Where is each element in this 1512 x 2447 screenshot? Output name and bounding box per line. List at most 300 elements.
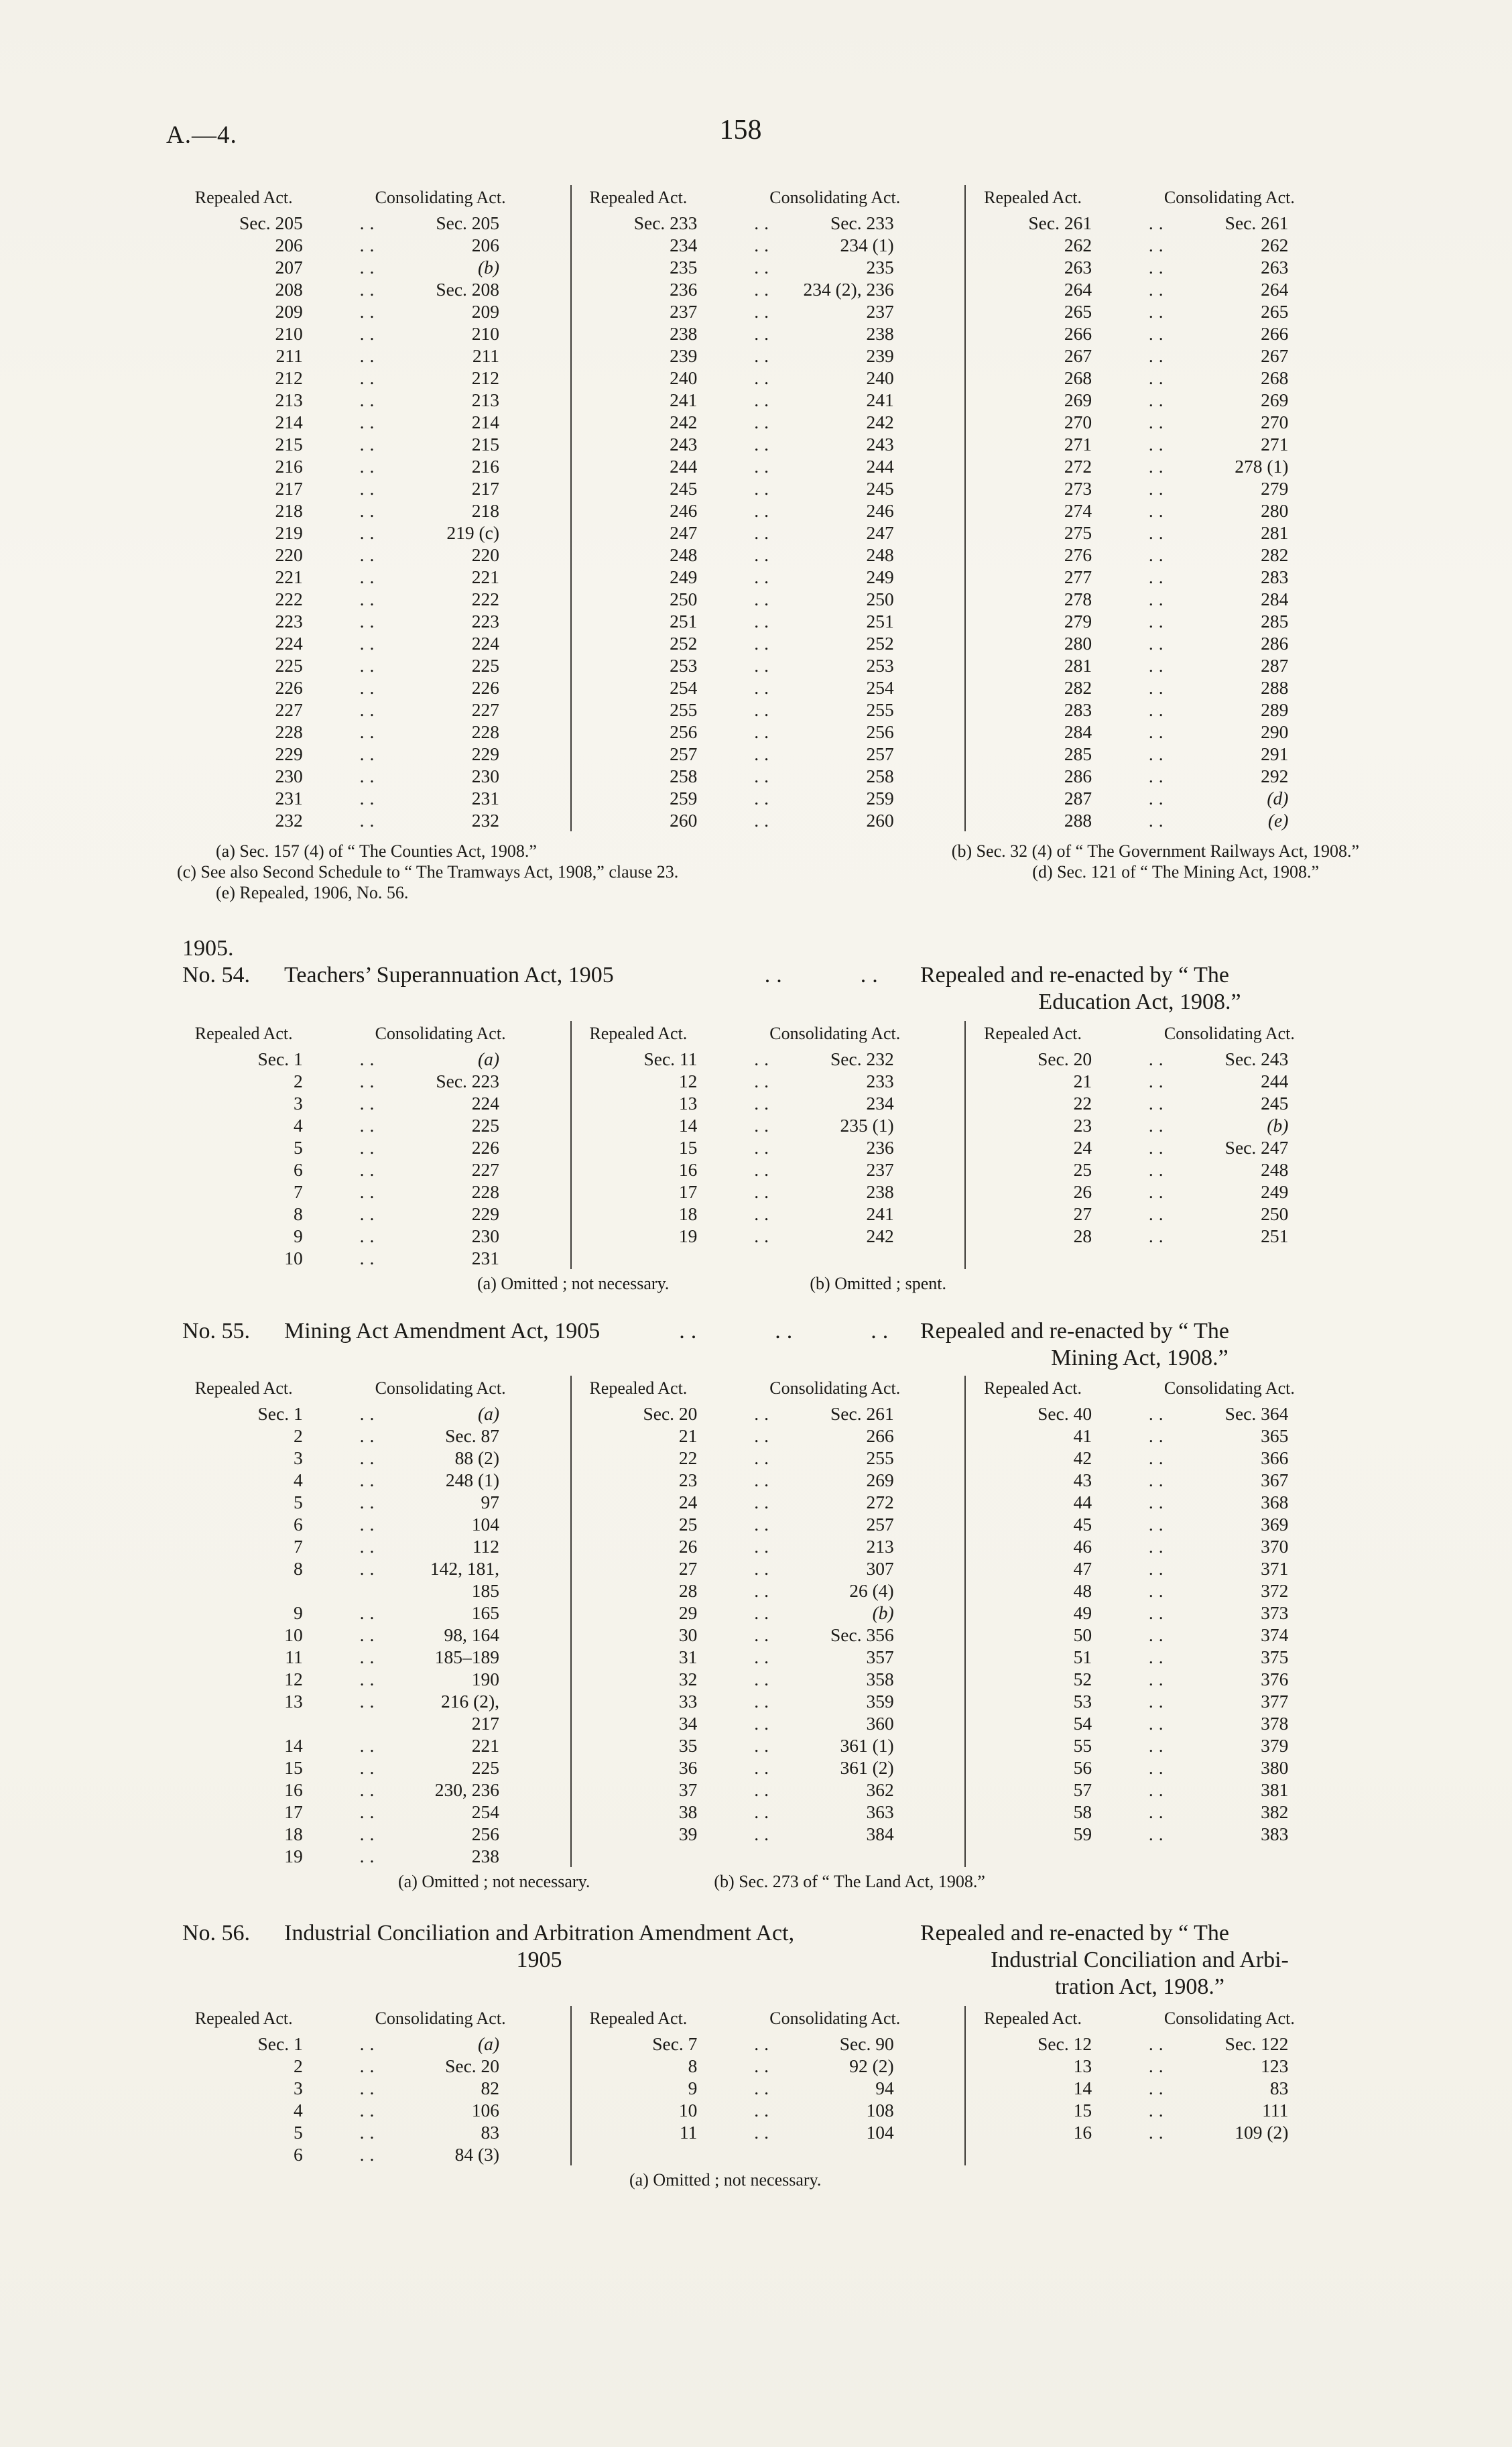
repealed-act-cell: 10 [284, 1248, 303, 1268]
leader-dots: .. [1148, 1713, 1169, 1734]
consolidating-act-cell: 230 [471, 1226, 500, 1246]
leader-dots: .. [764, 963, 788, 988]
leader-dots: .. [1148, 1203, 1169, 1224]
consolidating-act-cell: 241 [866, 1203, 894, 1224]
consolidating-act-cell: (b) [477, 257, 500, 278]
repealed-act-cell: 216 [275, 456, 303, 477]
table-row [966, 256, 1359, 278]
repealed-act-cell: 44 [1073, 1492, 1092, 1512]
repealed-act-cell: Sec. 7 [652, 2033, 698, 2054]
consolidation-table-continued [177, 185, 1359, 831]
repealed-act-cell: 236 [670, 279, 698, 300]
table-row [177, 2055, 570, 2077]
table-row [177, 676, 570, 699]
table-row [966, 1136, 1359, 1158]
leader-dots: .. [359, 1647, 380, 1667]
table-row [966, 765, 1359, 787]
table-row [966, 787, 1359, 809]
consolidating-act-cell: 235 [866, 257, 894, 278]
repealed-act-cell: 13 [284, 1691, 303, 1712]
table-row [572, 632, 965, 654]
table-row [572, 654, 965, 676]
table-row [177, 522, 570, 544]
repeal-note [920, 1318, 1359, 1372]
repealed-act-cell: 7 [293, 1181, 303, 1202]
repealed-act-cell: 210 [275, 323, 303, 344]
table-row [572, 1734, 965, 1756]
consolidating-act-cell: 361 (2) [840, 1757, 894, 1778]
leader-dots: .. [1148, 1514, 1169, 1535]
repealed-act-cell: 212 [275, 367, 303, 388]
table-row [177, 610, 570, 632]
table-row [177, 1535, 570, 1557]
table-row [177, 654, 570, 676]
repealed-act-cell: 3 [293, 2078, 303, 2098]
consolidating-act-header: Consolidating Act. [375, 1378, 506, 1398]
repeal-note-line: Mining Act, 1908.” [1051, 1346, 1228, 1370]
table-row [966, 1092, 1359, 1114]
table-row [966, 1624, 1359, 1646]
repealed-act-cell: 213 [275, 390, 303, 410]
consolidating-act-cell: 231 [471, 788, 500, 809]
table-row [572, 212, 965, 234]
table-row [966, 1557, 1359, 1579]
consolidating-act-cell: 254 [866, 677, 894, 698]
consolidating-act-cell: 265 [1261, 301, 1289, 322]
repealed-act-cell: 263 [1064, 257, 1092, 278]
leader-dots: .. [1148, 2033, 1169, 2054]
table-row [572, 809, 965, 831]
table-row [177, 2077, 570, 2099]
table-column-group [177, 2006, 570, 2165]
consolidating-act-cell: 112 [472, 1536, 500, 1557]
leader-dots: .. [754, 1514, 774, 1535]
leader-dots: .. [359, 1470, 380, 1490]
footnote: (b) Omitted ; spent. [810, 1274, 947, 1293]
table-row [966, 1402, 1359, 1425]
repealed-act-cell: 10 [678, 2100, 698, 2121]
table-row [572, 367, 965, 389]
repealed-act-cell: 52 [1073, 1669, 1092, 1689]
repealed-act-header: Repealed Act. [194, 1024, 293, 1043]
repealed-act-cell: 271 [1064, 434, 1092, 455]
table-row [572, 743, 965, 765]
repealed-act-cell: 28 [678, 1580, 698, 1601]
table-row [177, 345, 570, 367]
leader-dots: .. [754, 1447, 774, 1468]
consolidating-act-cell: 215 [471, 434, 500, 455]
leader-dots: .. [754, 1137, 774, 1158]
repealed-act-cell: 260 [670, 810, 698, 831]
repealed-act-cell: 235 [670, 257, 698, 278]
leader-dots: .. [754, 1425, 774, 1446]
leader-dots: .. [754, 1669, 774, 1689]
repeal-note-line: Industrial Conciliation and Arbi- [991, 1948, 1289, 1972]
table-row [572, 1668, 965, 1690]
consolidating-act-cell: 216 [471, 456, 500, 477]
consolidating-act-cell: 233 [866, 1071, 894, 1091]
table-row [572, 1092, 965, 1114]
table-body [177, 1048, 570, 1269]
repealed-act-cell: 284 [1064, 721, 1092, 742]
repealed-act-cell: 15 [678, 1137, 698, 1158]
table-row [966, 1070, 1359, 1092]
mining-act-amendment-table [177, 1376, 1359, 1867]
consolidating-act-cell: 379 [1261, 1735, 1289, 1756]
consolidating-act-cell: 217 [471, 1713, 500, 1734]
table-row [177, 765, 570, 787]
leader-dots: .. [1148, 1447, 1169, 1468]
leader-dots: .. [754, 1492, 774, 1512]
table-row [966, 1114, 1359, 1136]
leader-dots: .. [359, 345, 380, 366]
consolidating-act-cell: 246 [866, 500, 894, 521]
leader-dots: .. [359, 1801, 380, 1822]
repealed-act-cell: 4 [293, 2100, 303, 2121]
leader-dots: .. [754, 390, 774, 410]
footnote-row [177, 1871, 1359, 1892]
consolidating-act-cell: Sec. 20 [445, 2055, 500, 2076]
table-column-group [964, 2006, 1359, 2165]
table-row [966, 1668, 1359, 1690]
repeal-note-line: Repealed and re-enacted by “ The [920, 1319, 1229, 1344]
leader-dots: .. [359, 1425, 380, 1446]
repealed-act-cell: 19 [284, 1846, 303, 1866]
table-row [177, 1845, 570, 1867]
leader-dots: .. [359, 500, 380, 521]
consolidating-act-header: Consolidating Act. [1163, 1378, 1295, 1398]
table-row [572, 2121, 965, 2143]
repeal-note [920, 1920, 1359, 2001]
leader-dots: .. [359, 1624, 380, 1645]
table-row [572, 1225, 965, 1247]
repealed-act-cell: 234 [670, 235, 698, 255]
repealed-act-cell: 10 [284, 1624, 303, 1645]
table-column-group [570, 2006, 965, 2165]
leader-dots: .. [754, 2055, 774, 2076]
repealed-act-cell: 9 [293, 1226, 303, 1246]
consolidating-act-cell: 224 [471, 633, 500, 654]
table-row [572, 1712, 965, 1734]
consolidating-act-cell: 230 [471, 766, 500, 786]
consolidating-act-cell: Sec. 232 [830, 1049, 894, 1069]
table-row [177, 1247, 570, 1269]
consolidating-act-cell: 267 [1261, 345, 1289, 366]
consolidating-act-cell: 270 [1261, 412, 1289, 432]
table-row [966, 300, 1359, 322]
table-row [966, 699, 1359, 721]
consolidating-act-cell: 234 [866, 1093, 894, 1114]
table-footnotes [177, 2169, 1359, 2190]
table-row [572, 345, 965, 367]
leader-dots: .. [359, 1824, 380, 1844]
consolidating-act-cell: 286 [1261, 633, 1289, 654]
table-header-row [966, 2006, 1359, 2033]
consolidating-act-cell: 225 [471, 1757, 500, 1778]
consolidating-act-cell: 123 [1261, 2055, 1289, 2076]
leader-dots: .. [1148, 2055, 1169, 2076]
footnote-row [177, 861, 1359, 882]
repealed-act-cell: 265 [1064, 301, 1092, 322]
leader-dots: .. [754, 257, 774, 278]
leader-dots: .. [359, 743, 380, 764]
repealed-act-cell: 24 [678, 1492, 698, 1512]
repealed-act-cell: 42 [1073, 1447, 1092, 1468]
consolidating-act-cell: 259 [866, 788, 894, 809]
consolidating-act-cell: 384 [866, 1824, 894, 1844]
leader-dots: .. [754, 478, 774, 499]
table-body [572, 212, 965, 831]
repealed-act-cell: 238 [670, 323, 698, 344]
leader-dots: .. [359, 1691, 380, 1712]
table-row [966, 2077, 1359, 2099]
leader-dots: .. [1148, 1071, 1169, 1091]
leader-dots: .. [359, 1536, 380, 1557]
table-row [177, 300, 570, 322]
table-column-group [177, 185, 570, 831]
repealed-act-cell: 34 [678, 1713, 698, 1734]
repealed-act-cell: 28 [1073, 1226, 1092, 1246]
table-row [572, 1823, 965, 1845]
consolidating-act-cell: 228 [471, 721, 500, 742]
consolidating-act-cell: 291 [1261, 743, 1289, 764]
leader-dots: .. [1148, 1181, 1169, 1202]
repealed-act-cell: 3 [293, 1093, 303, 1114]
table-row [572, 1048, 965, 1070]
leader-dots: .. [1148, 1647, 1169, 1667]
consolidating-act-cell: 236 [866, 1137, 894, 1158]
consolidating-act-cell: Sec. 208 [436, 279, 500, 300]
consolidating-act-cell: 97 [481, 1492, 500, 1512]
consolidating-act-cell: 288 [1261, 677, 1289, 698]
consolidating-act-cell: 82 [481, 2078, 500, 2098]
table-row [177, 1469, 570, 1491]
leader-dots: .. [359, 1403, 380, 1424]
repealed-act-cell: 16 [1073, 2122, 1092, 2143]
leader-dots: .. [754, 522, 774, 543]
leader-dots: .. [1148, 500, 1169, 521]
table-row [177, 544, 570, 566]
repealed-act-cell: 208 [275, 279, 303, 300]
table-row [177, 566, 570, 588]
table-row [572, 2055, 965, 2077]
footnote-row [177, 882, 1359, 903]
table-row [966, 2055, 1359, 2077]
leader-dots: .. [1148, 367, 1169, 388]
footnote-row [177, 841, 1359, 861]
repealed-act-cell: 242 [670, 412, 698, 432]
consolidating-act-cell: 229 [471, 1203, 500, 1224]
consolidating-act-cell: (e) [1267, 810, 1289, 831]
consolidating-act-cell: 224 [471, 1093, 500, 1114]
consolidating-act-cell: 292 [1261, 766, 1289, 786]
repealed-act-cell: 29 [678, 1602, 698, 1623]
consolidating-act-cell: 254 [471, 1801, 500, 1822]
table-row [572, 1136, 965, 1158]
leader-dots: .. [1148, 766, 1169, 786]
consolidating-act-cell: 257 [866, 1514, 894, 1535]
consolidating-act-cell: 282 [1261, 544, 1289, 565]
table-row [966, 1734, 1359, 1756]
repealed-act-cell: 14 [678, 1115, 698, 1136]
leader-dots: .. [754, 1115, 774, 1136]
table-column-group [570, 1376, 965, 1867]
consolidating-act-cell: 218 [471, 500, 500, 521]
leader-dots: .. [1148, 412, 1169, 432]
consolidating-act-cell: 271 [1261, 434, 1289, 455]
leader-dots: .. [1148, 478, 1169, 499]
consolidating-act-cell: 94 [875, 2078, 894, 2098]
leader-dots: .. [1148, 566, 1169, 587]
table-body [572, 1402, 965, 1845]
leader-dots: .. [359, 1757, 380, 1778]
consolidating-act-cell: Sec. 261 [1224, 213, 1289, 233]
leader-dots: .. [754, 1403, 774, 1424]
leader-dots: .. [359, 1115, 380, 1136]
table-row [177, 632, 570, 654]
consolidating-act-cell: 228 [471, 1181, 500, 1202]
repealed-act-cell: 27 [1073, 1203, 1092, 1224]
consolidating-act-cell: 272 [866, 1492, 894, 1512]
table-header-row [966, 1021, 1359, 1048]
repealed-act-cell: 2 [293, 1425, 303, 1446]
repealed-act-cell: 219 [275, 522, 303, 543]
consolidating-act-cell: 248 [866, 544, 894, 565]
table-row [966, 322, 1359, 345]
leader-dots: .. [754, 301, 774, 322]
leader-dots: .. [1148, 1669, 1169, 1689]
leader-dots: .. [1148, 810, 1169, 831]
leader-dots: .. [1148, 1580, 1169, 1601]
table-row [177, 1513, 570, 1535]
consolidating-act-cell: 253 [866, 655, 894, 676]
repealed-act-cell: Sec. 205 [239, 213, 303, 233]
table-row [572, 2099, 965, 2121]
table-row [572, 1425, 965, 1447]
leader-dots: .. [359, 655, 380, 676]
table-header-row [572, 2006, 965, 2033]
leader-dots: .. [359, 1602, 380, 1623]
consolidating-act-header: Consolidating Act. [1163, 2009, 1295, 2028]
repealed-act-cell: 21 [678, 1425, 698, 1446]
leader-dots: .. [754, 213, 774, 233]
table-row [966, 411, 1359, 433]
repealed-act-cell: 262 [1064, 235, 1092, 255]
consolidating-act-cell: 92 (2) [849, 2055, 894, 2076]
table-column-group [570, 1021, 965, 1269]
repealed-act-cell: 13 [1073, 2055, 1092, 2076]
table-row [572, 1513, 965, 1535]
table-row [572, 1557, 965, 1579]
consolidating-act-cell: 104 [866, 2122, 894, 2143]
leader-dots: .. [359, 323, 380, 344]
table-row [966, 1048, 1359, 1070]
leader-dots: .. [1148, 345, 1169, 366]
repealed-act-cell: 223 [275, 611, 303, 632]
repealed-act-cell: 226 [275, 677, 303, 698]
consolidating-act-cell: 377 [1261, 1691, 1289, 1712]
leader-dots: .. [359, 566, 380, 587]
consolidating-act-cell: 382 [1261, 1801, 1289, 1822]
leader-dots: .. [679, 1319, 703, 1344]
document-reference: A.—4. [166, 121, 237, 149]
repealed-act-cell: 220 [275, 544, 303, 565]
consolidating-act-cell: (a) [477, 2033, 500, 2054]
leader-dots: .. [754, 2033, 774, 2054]
table-row [966, 1646, 1359, 1668]
table-row [966, 1469, 1359, 1491]
table-row [572, 1535, 965, 1557]
consolidating-act-cell: Sec. 247 [1224, 1137, 1289, 1158]
repeal-note-line: Repealed and re-enacted by “ The [920, 963, 1229, 988]
repealed-act-cell: 207 [275, 257, 303, 278]
repealed-act-cell: 245 [670, 478, 698, 499]
table-column-group [964, 1376, 1359, 1867]
consolidating-act-cell: 245 [866, 478, 894, 499]
repealed-act-cell: 214 [275, 412, 303, 432]
table-row [177, 256, 570, 278]
table-header-row [177, 1376, 570, 1402]
leader-dots: .. [754, 611, 774, 632]
repealed-act-cell: 267 [1064, 345, 1092, 366]
consolidating-act-cell: 251 [866, 611, 894, 632]
repealed-act-cell: 4 [293, 1470, 303, 1490]
table-row [177, 2121, 570, 2143]
table-row [966, 1225, 1359, 1247]
consolidating-act-cell: 229 [471, 743, 500, 764]
repealed-act-cell: 5 [293, 1492, 303, 1512]
act-title-line: Industrial Conciliation and Arbitration Amendment Act, [284, 1921, 795, 1946]
repealed-act-cell: 211 [275, 345, 303, 366]
leader-dots: .. [359, 2078, 380, 2098]
consolidating-act-cell: 250 [866, 589, 894, 609]
table-row [177, 1579, 570, 1602]
repeal-note [920, 962, 1359, 1016]
consolidating-act-cell: 256 [471, 1824, 500, 1844]
consolidating-act-cell: 108 [866, 2100, 894, 2121]
repealed-act-cell: 18 [678, 1203, 698, 1224]
repealed-act-cell: Sec. 1 [257, 1403, 303, 1424]
leader-dots: .. [754, 1691, 774, 1712]
table-row [966, 499, 1359, 522]
leader-dots: .. [359, 1093, 380, 1114]
leader-dots: .. [754, 434, 774, 455]
leader-dots: .. [359, 1492, 380, 1512]
consolidating-act-header: Consolidating Act. [769, 188, 901, 207]
act-title-line: 1905 [516, 1948, 562, 1972]
repealed-act-cell: 283 [1064, 699, 1092, 720]
leader-dots: .. [1148, 1049, 1169, 1069]
consolidating-act-cell: 371 [1261, 1558, 1289, 1579]
table-row [572, 411, 965, 433]
repealed-act-cell: 50 [1073, 1624, 1092, 1645]
consolidating-act-cell: 251 [1261, 1226, 1289, 1246]
consolidating-act-cell: 373 [1261, 1602, 1289, 1623]
consolidating-act-cell: 212 [471, 367, 500, 388]
repealed-act-cell: 53 [1073, 1691, 1092, 1712]
table-row [572, 544, 965, 566]
footnote-row [177, 1273, 1359, 1294]
table-row [177, 1646, 570, 1668]
table-row [177, 721, 570, 743]
table-column-group [570, 185, 965, 831]
leader-dots: .. [1148, 677, 1169, 698]
leader-dots: .. [359, 2122, 380, 2143]
leader-dots: .. [1148, 655, 1169, 676]
table-row [966, 1425, 1359, 1447]
leader-dots: .. [359, 1181, 380, 1202]
consolidating-act-cell: 83 [481, 2122, 500, 2143]
